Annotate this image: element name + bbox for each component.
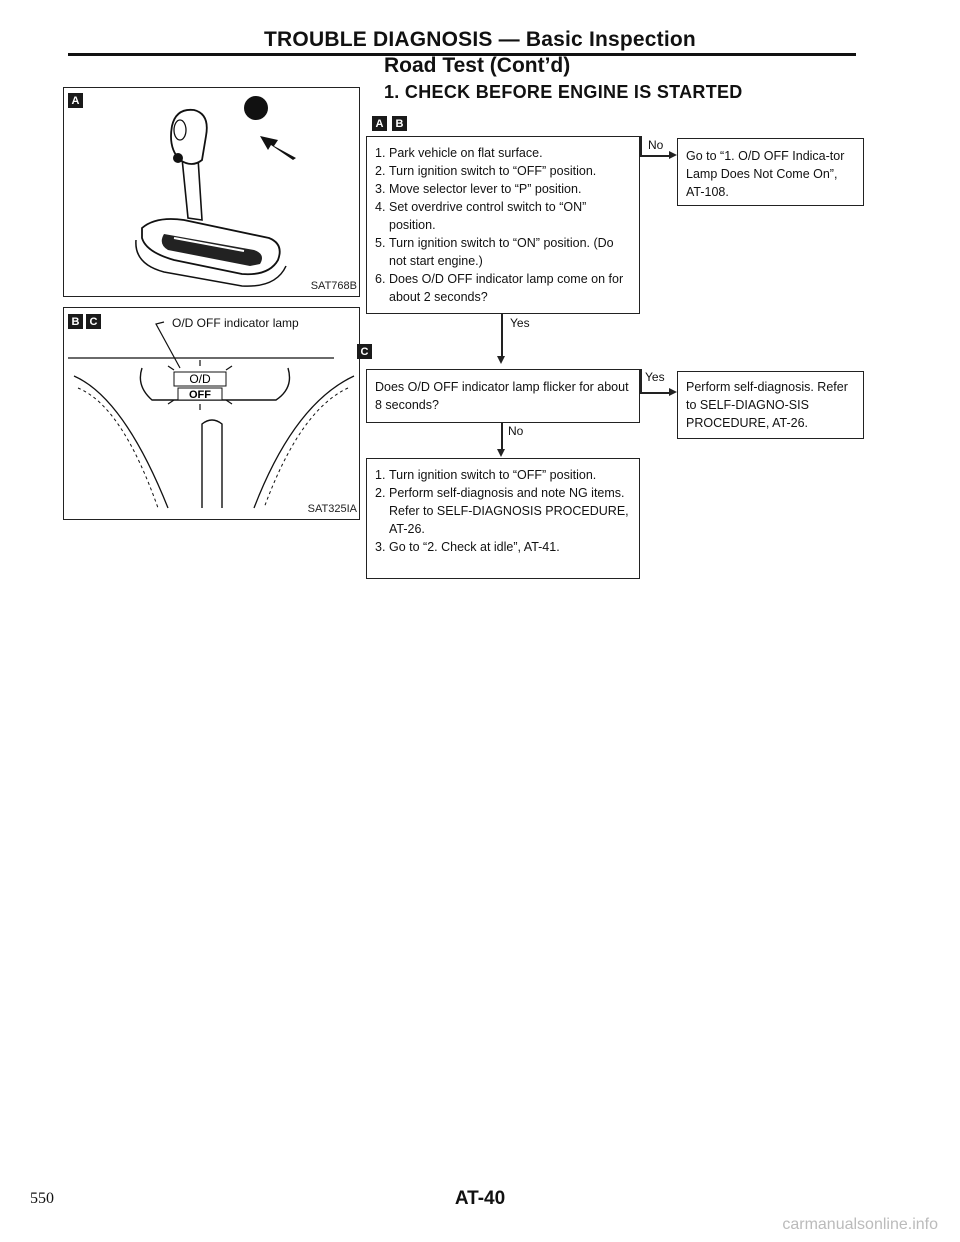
connector — [640, 369, 642, 393]
indicator-lamp-figure — [63, 307, 360, 520]
connector — [640, 136, 642, 156]
flow-step: 1. Park vehicle on flat surface. — [375, 146, 543, 160]
flow-step: 3. Move selector lever to “P” position. — [375, 182, 582, 196]
page-subtitle: Road Test (Cont’d) — [384, 54, 571, 77]
branch-label-no: No — [648, 138, 664, 152]
flow-step: 4. Set overdrive control switch to “ON” position. — [375, 200, 587, 232]
page-number: 550 — [30, 1190, 54, 1207]
figure-tag-a: A — [68, 93, 83, 108]
flow-step: 6. Does O/D OFF indicator lamp come on for about 2 seconds? — [375, 272, 624, 304]
figure-tag-b: B — [68, 314, 83, 329]
branch-label-no: No — [508, 424, 524, 438]
connector — [501, 314, 503, 358]
park-circle-icon — [244, 96, 268, 120]
flow-box-lamp-flicker: Does O/D OFF indicator lamp flicker for about 8 seconds? — [366, 369, 640, 423]
watermark: carmanualsonline.info — [782, 1216, 938, 1233]
flow-step: 1. Turn ignition switch to “OFF” position. — [375, 468, 597, 482]
flow-box-initial-checks — [366, 136, 640, 314]
flow-result-lamp-not-on: Go to “1. O/D OFF Indica-tor Lamp Does Not Come On”, AT-108. — [677, 138, 864, 206]
flow-step: 3. Go to “2. Check at idle”, AT-41. — [375, 540, 560, 554]
section-page-number: AT-40 — [454, 1188, 506, 1209]
arrow-right-icon — [669, 151, 677, 159]
lever-button-icon — [173, 153, 183, 163]
direction-arrow-icon — [260, 136, 296, 160]
flow-tag-b: B — [392, 116, 407, 131]
figure-tag-c: C — [86, 314, 101, 329]
arrow-down-icon — [497, 449, 505, 457]
flow-tag-a: A — [372, 116, 387, 131]
branch-label-yes: Yes — [510, 316, 530, 330]
flow-step: 2. Perform self-diagnosis and note NG items. Refer to SELF-DIAGNOSIS PROCEDURE, AT-26. — [375, 486, 629, 536]
page-header-title: TROUBLE DIAGNOSIS — Basic Inspection — [264, 28, 696, 51]
lamp-bottom-text: OFF — [189, 389, 211, 401]
flow-box-self-diagnosis — [366, 458, 640, 579]
instrument-cluster-illustration — [64, 308, 358, 518]
flow-result-self-diagnosis: Perform self-diagnosis. Refer to SELF-DIAGNO-SIS PROCEDURE, AT-26. — [677, 371, 864, 439]
flow-tag-c: C — [357, 344, 372, 359]
connector — [640, 155, 670, 157]
connector — [640, 392, 670, 394]
flow-step: 5. Turn ignition switch to “ON” position. (Do not start engine.) — [375, 236, 614, 268]
figure-code-bc: SAT325IA — [307, 503, 357, 515]
lamp-top-text: O/D — [189, 372, 211, 386]
section-heading: 1. CHECK BEFORE ENGINE IS STARTED — [384, 82, 743, 102]
shift-lever-figure — [63, 87, 360, 297]
figure-code-a: SAT768B — [310, 280, 357, 292]
branch-label-yes: Yes — [645, 370, 665, 384]
arrow-right-icon — [669, 388, 677, 396]
indicator-callout-label: O/D OFF indicator lamp — [172, 316, 299, 330]
arrow-down-icon — [497, 356, 505, 364]
flow-step: 2. Turn ignition switch to “OFF” position. — [375, 164, 597, 178]
shift-lever-illustration — [64, 88, 358, 295]
